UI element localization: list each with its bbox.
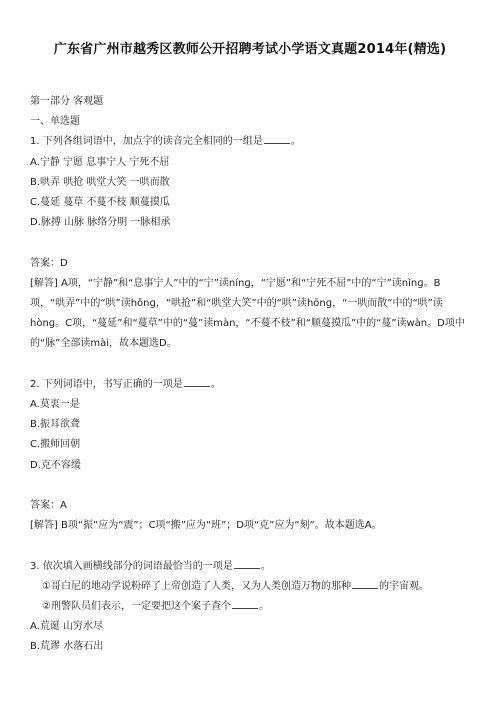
question-2-option-a: A.莫衷一是 xyxy=(30,399,80,411)
question-2-option-c: C.搬师回朝 xyxy=(30,439,81,451)
question-3-sentence-1-text: ①哥白尼的地动学说粉碎了上帝创造了人类，又为人类创造万物的那种 xyxy=(42,580,351,592)
question-3-sentence-2-text: ②刑警队员们表示，一定要把这个案子查个 xyxy=(42,601,231,613)
question-2-stem-text: 2. 下列词语中，书写正确的一项是 xyxy=(30,378,183,390)
question-3-option-a: A.荒诞 山穷水尽 xyxy=(30,621,104,633)
question-3-option-b: B.荒谬 水落石出 xyxy=(30,641,104,653)
document-body xyxy=(30,92,470,658)
question-1-option-c: C.蔓延 蔓草 不蔓不枝 顺蔓摸瓜 xyxy=(30,197,170,209)
document-title: 广东省广州市越秀区教师公开招聘考试小学语文真题2014年(精选) xyxy=(53,42,447,57)
question-3-stem xyxy=(30,557,470,577)
question-1-option-d: D.脉搏 山脉 脉络分明 一脉相承 xyxy=(30,217,171,229)
spacer xyxy=(30,476,470,496)
answer-blank xyxy=(184,376,210,387)
question-3-sentence-2 xyxy=(30,597,470,617)
spacer xyxy=(30,355,470,375)
answer-blank xyxy=(264,133,290,144)
answer-blank xyxy=(234,558,260,569)
question-3-stem-text: 3. 依次填入画横线部分的词语最恰当的一项是 xyxy=(30,560,233,572)
question-1-stem-end: 。 xyxy=(290,136,301,148)
question-2-answer: 答案：A xyxy=(30,500,67,512)
question-2-stem-end: 。 xyxy=(210,378,221,390)
question-1-option-b: B.哄弄 哄抢 哄堂大笑 一哄而散 xyxy=(30,176,170,188)
part-heading: 第一部分 客观题 xyxy=(30,96,104,107)
question-1-option-a: A.宁静 宁愿 息事宁人 宁死不屈 xyxy=(30,156,170,168)
answer-blank xyxy=(352,578,378,589)
question-2-stem xyxy=(30,375,470,395)
question-2-option-b: B.振耳欲聋 xyxy=(30,419,81,431)
question-3-sentence-2-end: 。 xyxy=(258,601,269,613)
question-2-analysis: [解答] B项“振”应为“震”；C项“搬”应为“班”；D项“克”应为“刻”。故本题选A。 xyxy=(30,520,382,532)
question-3-sentence-1-end: 的宇宙观。 xyxy=(378,580,429,592)
spacer xyxy=(30,536,470,556)
section-heading: 一、单选题 xyxy=(30,116,80,128)
question-1-analysis: [解答] A项，“宁静”和“息事宁人”中的“宁”读nínɡ，“宁愿”和“宁死不屈”中的“宁”读nìnɡ。B项，“哄弄”中的“哄”读hǒnɡ，“哄抢”和“哄堂大笑”中的“哄”读hōnɡ，“一哄而散”中的“哄”读hònɡ。C项，“蔓延”和“蔓草”中的“蔓”读màn，“不蔓不枝”和“顺蔓摸瓜”中的“蔓”读wàn。D项中的“脉”全部读mài，故本题选D。 xyxy=(30,277,465,350)
question-1-answer: 答案：D xyxy=(30,257,68,269)
question-2-option-d: D.克不容缓 xyxy=(30,459,81,471)
spacer xyxy=(30,233,470,253)
question-3-stem-end: 。 xyxy=(260,560,271,572)
question-3-sentence-1 xyxy=(30,577,470,597)
question-1-stem-text: 1. 下列各组词语中，加点字的读音完全相同的一组是 xyxy=(30,136,263,148)
answer-blank xyxy=(232,598,258,609)
question-1-stem xyxy=(30,132,470,152)
